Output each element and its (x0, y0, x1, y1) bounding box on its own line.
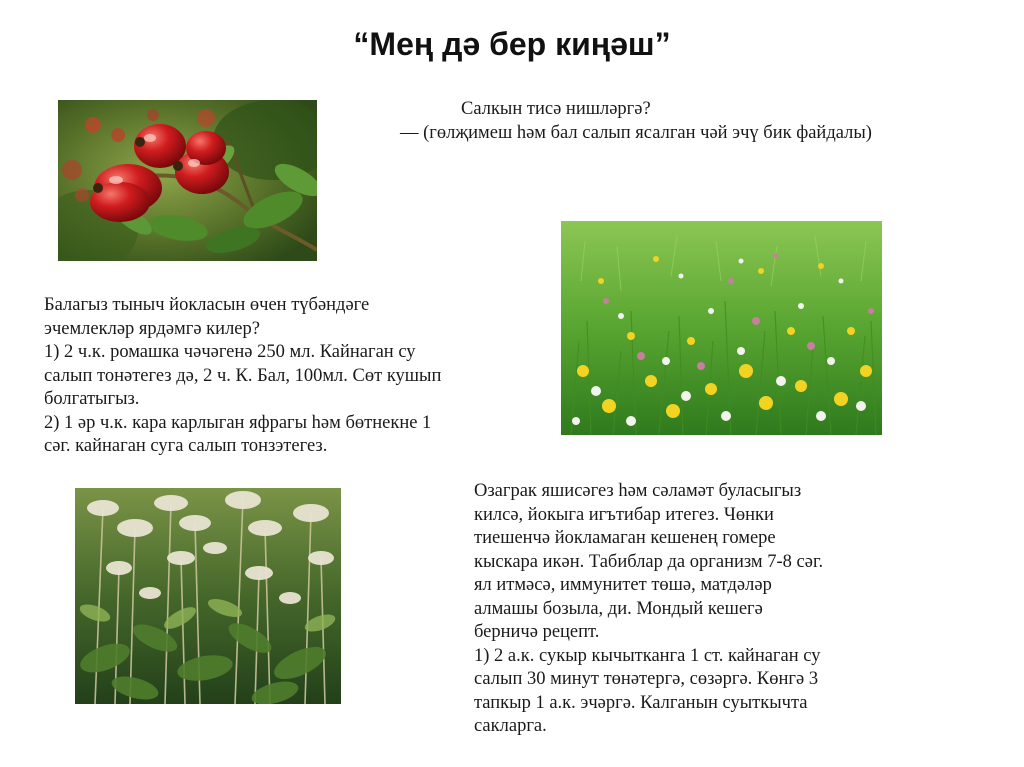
text-line: Озаграк яшисәгез һәм сәламәт буласыгыз (474, 481, 802, 501)
cold-advice-quote (400, 98, 872, 145)
text-line: сәг. кайнаган суга салып тонзэтегез. (44, 436, 328, 456)
text-line: салып 30 минут төнәтергә, сөзәргә. Көнгә 3 (474, 669, 819, 689)
text-line: Балагыз тыныч йокласын өчен түбәндәге (44, 295, 370, 315)
text-line: 1) 2 а.к. сукыр кычытканга 1 ст. кайнаган су (474, 645, 821, 666)
flower-meadow-photo (561, 221, 882, 435)
sleep-advice-block (474, 480, 823, 739)
text-line: тапкыр 1 а.к. эчәргә. Калганын суыткычта (474, 692, 808, 713)
quote-question: Салкын тисә нишләргә? (461, 99, 651, 119)
text-line: берничә рецепт. (474, 622, 600, 642)
text-line: алмашы бозыла, ди. Мондый кешегә (474, 598, 763, 619)
slide-title: “Мең дә бер киңәш” (353, 26, 671, 62)
sleep-drinks-block (44, 294, 441, 459)
text-line: эчемлекләр ярдәмгә килер? (44, 318, 260, 339)
valerian-plants-photo (75, 488, 341, 704)
text-line: 1) 2 ч.к. ромашка чәчәгенә 250 мл. Кайнаган су (44, 342, 416, 362)
text-line: кыскара икән. Табиблар да организм 7-8 сәг. (474, 551, 824, 572)
text-line: салып тонәтегез дә, 2 ч. К. Бал, 100мл. Сөт кушып (44, 365, 442, 386)
quote-answer: — (гөлҗимеш һәм бал салып ясалган чәй эчү бик файдалы) (400, 122, 872, 143)
text-line: болгатыгыз. (44, 389, 140, 409)
rosehip-berries-photo (58, 100, 317, 261)
text-line: ял итмәсә, иммунитет төшә, матдәләр (474, 575, 772, 595)
text-line: сакларга. (474, 716, 547, 736)
text-line: тиешенчә йокламаган кешенең гомере (474, 528, 776, 548)
text-line: килсә, йокыга игътибар итегез. Чөнки (474, 504, 774, 525)
text-line: 2) 1 әр ч.к. кара карлыган яфрагы һәм бөтнекне 1 (44, 412, 432, 433)
